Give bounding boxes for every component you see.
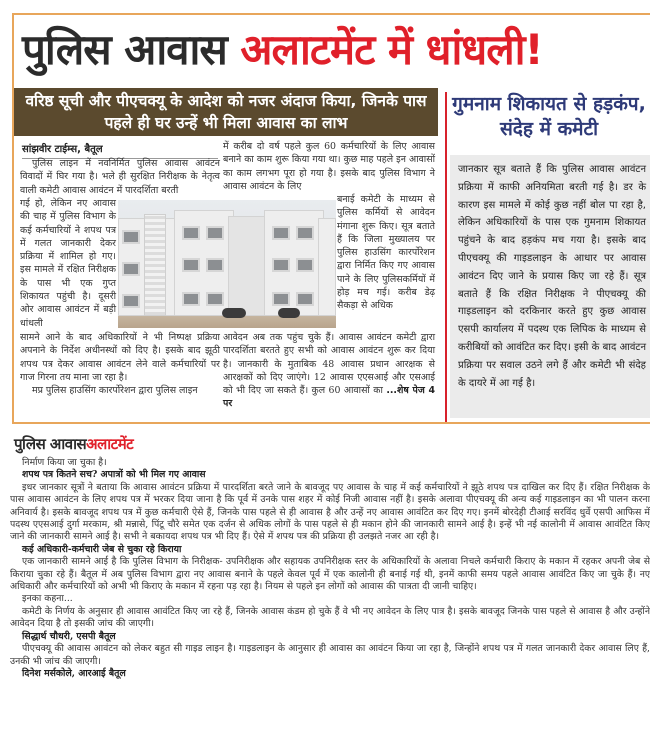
window xyxy=(272,226,290,240)
headline-part-1: पुलिस आवास xyxy=(22,25,227,74)
paragraph: कमेटी के निर्णय के अनुसार ही आवास आवंटित किए जा रहे हैं, जिनके आवास कंडम हो चुके हैं वे भी नए आवेदन के लिए पात्र है। इसके बावजूद जिनके पास पहले से आवास है और उन्होंने आवेदन दिया है तो इसकी जांच की जाएगी। xyxy=(10,605,650,630)
story-text-left-bottom xyxy=(20,331,220,397)
continuation-title xyxy=(14,434,133,454)
paragraph: निर्माण किया जा चुका है। xyxy=(22,457,107,468)
window xyxy=(122,230,140,244)
building-core xyxy=(228,216,268,316)
subheadline: वरिष्ठ सूची और पीएचक्यू के आदेश को नजर अंदाज किया, जिनके पास पहले ही घर उन्हें भी मिला आवास का लाभ xyxy=(14,88,438,136)
story-text-left-side: गई हो, लेकिन नए आवास की चाह में पुलिस विभाग के कई कर्मचारियों ने शपथ पत्र में गलत जानकारी देकर प्रक्रिया में शामिल हो गए। इस मामले में रक्षित निरीक्षक के पास भी एक गुप्त शिकायत पहुंची है। दूसरी ओर आवास आवंटन में बड़ी धांधली xyxy=(20,198,116,329)
continued-link: ...शेष पेज 4 पर xyxy=(223,385,435,410)
story-text-mid-top: में करीब दो वर्ष पहले कुल 60 कर्मचारियों के लिए आवास बनाने का काम शुरू किया गया था। कुछ माह पहले इन आवासों का काम लगभग पूरा हो गया है। इसके बाद पुलिस विभाग ने आवास आवंटन के लिए xyxy=(223,141,435,192)
window xyxy=(206,258,224,272)
continuation-title-part-2: अलाटमेंट xyxy=(86,435,134,453)
window xyxy=(122,262,140,276)
building-stair-tower xyxy=(144,214,166,316)
window xyxy=(182,226,200,240)
window xyxy=(206,292,224,306)
page-headline xyxy=(22,16,646,84)
story-text-mid-side: बनाई कमेटी के माध्यम से पुलिस कर्मियों से आवेदन मंगाना शुरू किए। सूत्र बताते हैं कि जिला मुख्यालय पर पुलिस हाउसिंग कारर्पोरेशन द्वारा निर्मित किए गए आवास पाने के लिए पुलिसकर्मियों में होड़ मच गई। करीब डेढ़ सैकड़ा से अधिक xyxy=(337,194,435,312)
motorcycle xyxy=(278,308,300,318)
headline-part-2: अलाटमेंट में धांधली! xyxy=(240,25,543,74)
subheading: कई अधिकारी-कर्मचारी जेब से चुका रहे किराया xyxy=(22,543,182,555)
continuation-body xyxy=(10,457,650,680)
paragraph: इनका कहना... xyxy=(22,593,73,605)
window xyxy=(182,258,200,272)
police-housing-photo xyxy=(118,200,336,328)
window xyxy=(122,294,140,308)
story-paragraph: सामने आने के बाद अधिकारियों ने भी निष्पक्ष प्रक्रिया अपनाने के निर्देश अधीनस्थों को दिए है। इसके बाद झूठी शपथ पत्र देकर आवास आवंटन लेने वाले कर्मचारियों पर गाज गिरना तय माना जा रहा है। xyxy=(20,332,220,383)
continuation-title-part-1: पुलिस आवास xyxy=(14,435,87,453)
window xyxy=(206,226,224,240)
byline: सांझवीर टाईम्स, बैतूल xyxy=(22,141,218,159)
window xyxy=(296,258,314,272)
paragraph: एक जानकारी सामने आई है कि पुलिस विभाग के निरीक्षक- उपनिरीक्षक और सहायक उपनिरीक्षक स्तर के अधिकारियों के अलावा निचले कर्मचारी किराए के मकान में रहकर अपनी जेब से किराया चुका रहे हैं। बैतूल में अब पुलिस विभाग द्वारा नए आवास बनाने के पहले केवल पूर्व में एक कालोनी ही बनाई गई थी, इनमें काफी समय पहले आवास आवंटित किए जा चुके हैं। नए अधिकारी और कर्मचारियों को अभी भी किराए के मकान में रहना पड़ रहा है। नियम से पहले इन लोगों को आवास की पात्रता दी जानी चाहिए। xyxy=(10,556,650,593)
quote-attribution: सिद्धार्थ चौधरी, एसपी बैतूल xyxy=(22,630,116,642)
story-text-left-top: पुलिस लाइन में नवनिर्मित पुलिस आवास आवंटन विवादों में घिर गया है। भले ही सुरक्षित निरीक्षक के नेतृत्व वाली कमेटी आवास आवंटन में पारदर्शिता बरती xyxy=(20,158,220,196)
sidebar-body: जानकार सूत्र बताते हैं कि पुलिस आवास आवंटन प्रक्रिया में काफी अनियमिता बरती गई है। डर के कारण इस मामले में कोई कुछ नहीं बोल पा रहा है, लेकिन अधिकारियों के पास एक गुमनाम शिकायत पहुंचने के बाद हड़कंप मच गया है। इसके बाद पीएचक्यू की गाइडलाइन के आधार पर आवास आवंटन दिए जाने के प्रयास किए जा रहे हैं। सूत्र बताते हैं कि रक्षित निरीक्षक ने पीएचक्यू की गाइडलाइन को दरकिनार करते हुए कुछ आवास एसपी कार्यालय में पदस्थ एक लिपिक के माध्यम से करीबियों को आवंटित कर दिए। इसी के बाद आवंटन प्रक्रिया पर सवाल उठने लगे हैं और कमेटी भी संदेह के दायरे में आ गई है। xyxy=(450,155,650,418)
window xyxy=(296,292,314,306)
window xyxy=(272,292,290,306)
sidebar-divider xyxy=(445,92,447,422)
story-paragraph: मप्र पुलिस हाउसिंग कारर्पोरेशन द्वारा पुलिस लाइन xyxy=(32,385,198,397)
window xyxy=(182,292,200,306)
sidebar-title: गुमनाम शिकायत से हड़कंप, संदेह में कमेटी xyxy=(452,93,646,140)
paragraph: इधर जानकार सूत्रों ने बताया कि आवास आवंटन प्रक्रिया में पारदर्शिता बरते जाने के बावजूद पए आवास के चाह में कई कर्मचारियों ने झूठे शपथ पत्र दाखिल कर दिए हैं। रक्षित निरीक्षक के पास आवास आवंटन के लिए शपथ पत्र में भरकर दिया जाना है कि पूर्व में उनके पास शहर में कोई निजी आवास नहीं है। इसके अलावा पीएचक्यू की अन्य कई गाइडलाइन का भी पालन करना अनिवार्य है। इसके बावजूद शपथ पत्र में कुछ कर्मचारी ऐसे हैं, जिनके पास पहले से ही आवास है और उन्हें नए आवास आवंटित कर दिए गए। इनमें बोरदेही टीआई सरविंद धुर्वे एसपी आफिस में पदस्थ एएसआई दुर्गा मरकाम, श्री मन्नासे, पिंटू चौरे समेत एक दर्जन से अधिक लोगों के पास पहले से ही मकान होने की जानकारी सामने आई है। इन्हें भी नई कालोनी में आवास आवंटित किए जाने की जानकारी सामने आई है। सभी ने बकायदा शपथ पत्र भी दिए हैं। ऐसे में शपथ पत्र की प्रक्रिया ही उलझते नजर आ रही है। xyxy=(10,481,650,543)
story-text-mid-bottom xyxy=(223,331,435,411)
quote-attribution: दिनेश मर्सकोले, आरआई बैतूल xyxy=(22,667,126,679)
story-paragraph: आवेदन अब तक पहुंच चुके हैं। आवास आवंटन कमेटी द्वारा पारदर्शिता बरतते हुए सभी को आवास आवंटन शुरू कर दिया है। जानकारी के मुताबिक 48 आवास प्रधान आरक्षक से आरक्षकों को दिए जाएंगे। 12 आवास एएसआई और एसआई को भी दिए जा सकते हैं। कुल 60 आवासों का xyxy=(223,332,435,397)
window xyxy=(272,258,290,272)
building-wing-right xyxy=(318,218,336,316)
paragraph: पीएचक्यू की आवास आवंटन को लेकर बहुत सी गाइड लाइन है। गाइडलाइन के आनुसार ही आवास का आवंटन किया जा रहा है, जिन्होंने शपथ पत्र में गलत जानकारी देकर आवास लिए हैं, उनकी भी जांच की जाएगी। xyxy=(10,643,650,667)
motorcycle xyxy=(222,308,246,318)
window xyxy=(296,226,314,240)
subheading: शपथ पत्र कितने सच? अपात्रों को भी मिल गए आवास xyxy=(22,469,206,481)
